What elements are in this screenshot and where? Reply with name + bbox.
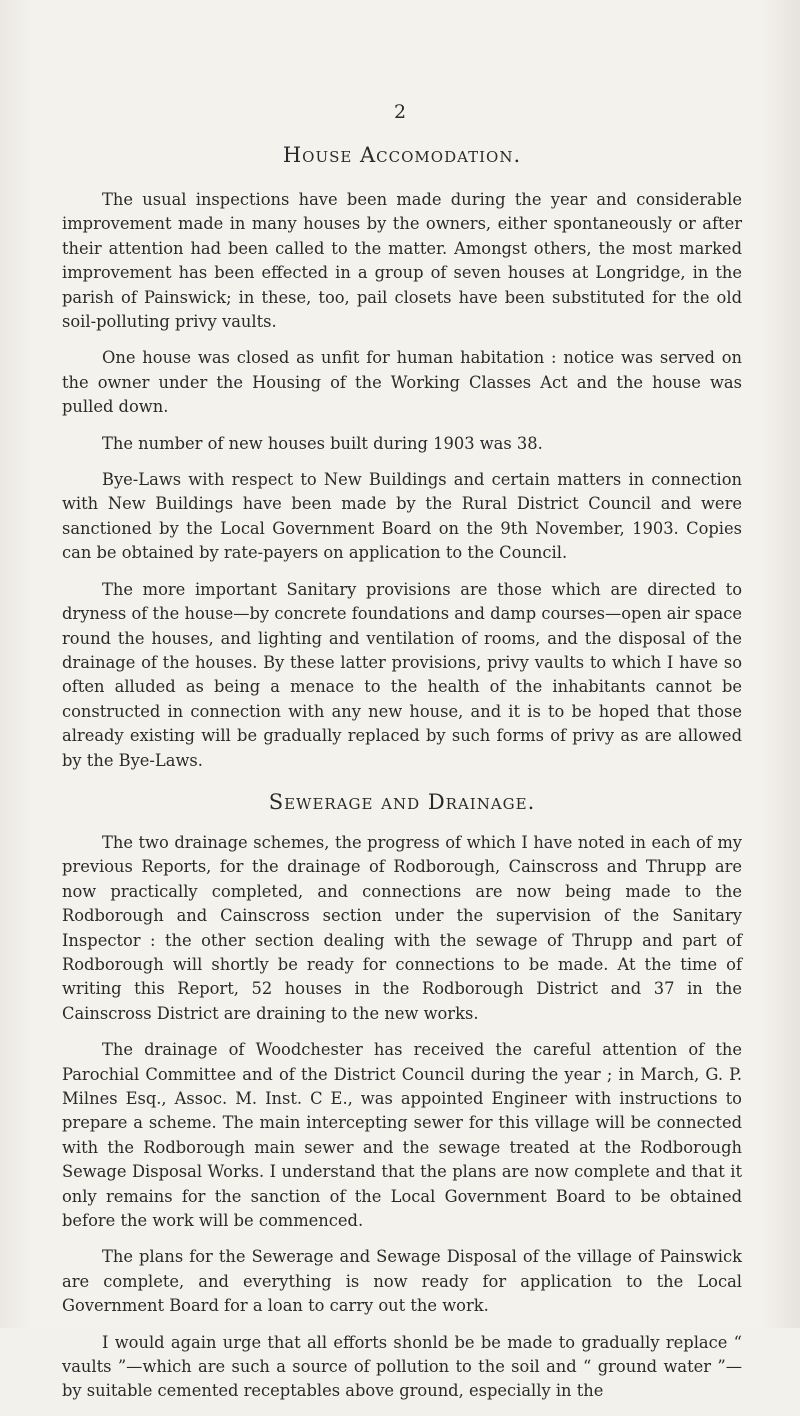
section-heading-house-accomodation: House Accomodation.: [282, 143, 522, 167]
paragraph: The two drainage schemes, the progress of which I have noted in each of my previous Reports, for the drainage of Rodborough, Cainscross and Thrupp are now practically completed, and connections are now being made to the Rodborough and Cainscross section under the supervision of the Sanitary Inspector : the other section dealing with the sewage of Thrupp and part of Rodborough will shortly be ready for connections to be made. At the time of writing this Report, 52 houses in the Rodborough District and 37 in the Cainscross District are draining to the new works.: [62, 832, 742, 1023]
paragraph: The more important Sanitary provisions are those which are directed to dryness of the house—by concrete foundations and damp courses—open air space round the houses, and lighting and ventilation of rooms, and the disposal of the drainage of the houses. By these latter provisions, privy vaults to which I have so often alluded as being a menace to the health of the inhabitants cannot be constructed in connection with any new house, and it is to be hoped that those already existing will be gradually replaced by such forms of privy as are allowed by the Bye-Laws.: [62, 579, 742, 770]
paragraph: I would again urge that all efforts shonld be be made to gradually replace “ vaults ”—which are such a source of pollution to the soil and “ ground water ”—by suitable cemented receptables above ground, especially in the: [62, 1332, 742, 1401]
page-number: 2: [393, 101, 407, 123]
paragraph: The number of new houses built during 1903 was 38.: [102, 433, 543, 453]
page-content: [62, 140, 742, 1416]
section-heading-sewerage-and-drainage: Sewerage and Drainage.: [268, 789, 536, 814]
paragraph: The usual inspections have been made during the year and considerable improvement made in many houses by the owners, either spontaneously or after their attention had been called to the matter. Amongst others, the most marked improvement has been effected in a group of seven houses at Longridge, in the parish of Painswick; in these, too, pail closets have been substituted for the old soil-polluting privy vaults.: [62, 190, 742, 332]
paragraph: The drainage of Woodchester has received the careful attention of the Parochial Committee and of the District Council during the year ; in March, G. P. Milnes Esq., Assoc. M. Inst. C E., was appointed Engineer with instructions to prepare a scheme. The main intercepting sewer for this village will be connected with the Rodborough main sewer and the sewage treated at the Rodborough Sewage Disposal Works. I understand that the plans are now complete and that it only remains for the sanction of the Local Government Board to be obtained before the work will be commenced.: [62, 1040, 742, 1231]
paragraph: The plans for the Sewerage and Sewage Disposal of the village of Painswick are complete, and everything is now ready for application to the Local Government Board for a loan to carry out the work.: [62, 1247, 742, 1316]
paragraph: Bye-Laws with respect to New Buildings and certain matters in connection with New Buildings have been made by the Rural District Council and were sanctioned by the Local Government Board on the 9th November, 1903. Copies can be obtained by rate-payers on application to the Council.: [62, 470, 742, 563]
paragraph: One house was closed as unfit for human habitation : notice was served on the owner under the Housing of the Working Classes Act and the house was pulled down.: [62, 348, 742, 417]
